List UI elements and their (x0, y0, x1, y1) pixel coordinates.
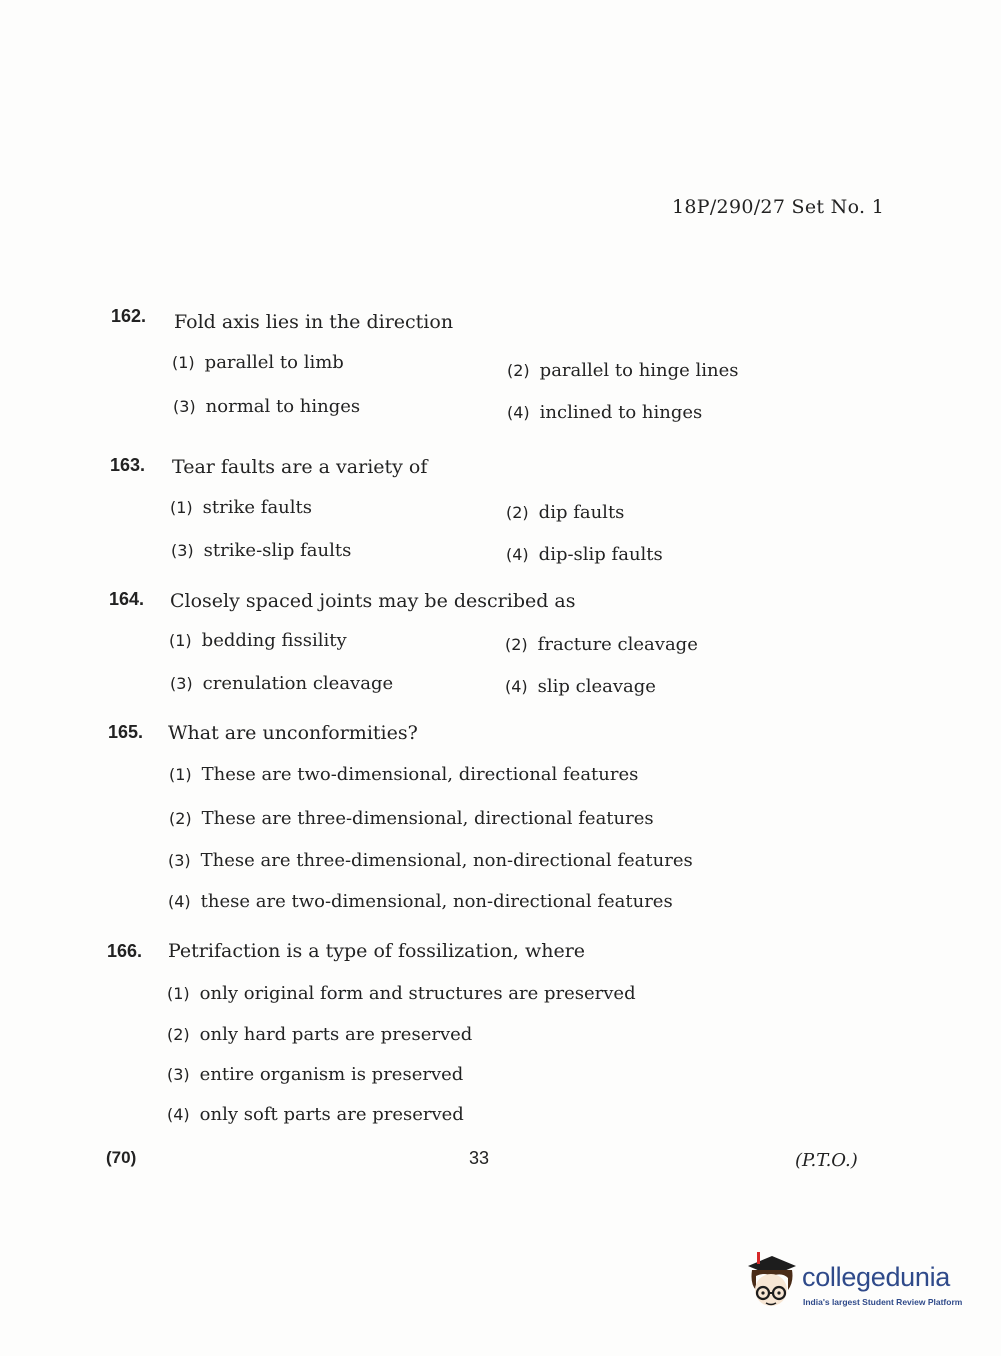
option-2 (505, 634, 698, 655)
option-number: (1) (167, 984, 190, 1003)
option-2 (167, 1024, 472, 1045)
page-number: 33 (469, 1148, 490, 1168)
option-number: (1) (170, 498, 193, 517)
option-4 (507, 402, 702, 423)
option-text: dip-slip faults (538, 544, 663, 565)
paper-code: (70) (106, 1148, 137, 1167)
option-text: strike-slip faults (203, 540, 352, 561)
set-number: 18P/290/27 Set No. 1 (672, 196, 885, 218)
option-3 (173, 396, 360, 417)
option-text: only soft parts are preserved (199, 1104, 464, 1125)
option-1 (167, 983, 636, 1004)
option-4 (506, 544, 663, 565)
student-mascot-icon (742, 1250, 800, 1312)
question-text: What are unconformities? (168, 722, 418, 744)
option-number: (3) (170, 674, 193, 693)
option-1 (170, 497, 312, 518)
option-3 (167, 1064, 463, 1085)
option-2 (506, 502, 624, 523)
option-text: normal to hinges (205, 396, 361, 417)
option-4 (505, 676, 656, 697)
option-2 (507, 360, 739, 381)
option-4 (167, 1104, 464, 1125)
please-turn-over: (P.T.O.) (795, 1150, 858, 1171)
option-number: (4) (167, 1105, 190, 1124)
question-number: 164. (109, 589, 145, 609)
question-text: Fold axis lies in the direction (174, 311, 454, 333)
option-number: (1) (172, 353, 195, 372)
option-text: dip faults (538, 502, 625, 523)
option-1 (172, 352, 344, 373)
question-text: Closely spaced joints may be described as (170, 590, 576, 612)
option-2 (169, 808, 654, 829)
option-number: (4) (505, 677, 528, 696)
option-text: entire organism is preserved (199, 1064, 464, 1085)
option-text: These are three-dimensional, non-directional features (200, 850, 693, 871)
option-number: (3) (173, 397, 196, 416)
option-text: fracture cleavage (537, 634, 698, 655)
option-number: (4) (506, 545, 529, 564)
option-3 (171, 540, 351, 561)
collegedunia-watermark (742, 1250, 972, 1320)
option-text: crenulation cleavage (202, 673, 394, 694)
question-text: Tear faults are a variety of (172, 456, 428, 478)
watermark-name: collegedunia (802, 1262, 951, 1292)
question-number: 163. (110, 455, 146, 475)
option-text: strike faults (202, 497, 312, 518)
option-number: (4) (507, 403, 530, 422)
option-number: (1) (169, 765, 192, 784)
option-3 (170, 673, 393, 694)
option-text: slip cleavage (537, 676, 656, 697)
option-number: (3) (167, 1065, 190, 1084)
option-3 (168, 850, 693, 871)
question-number: 162. (111, 306, 147, 326)
option-text: parallel to hinge lines (539, 360, 739, 381)
option-number: (2) (507, 361, 530, 380)
question-text: Petrifaction is a type of fossilization, where (168, 940, 586, 962)
question-number: 166. (107, 941, 143, 961)
option-number: (1) (169, 631, 192, 650)
option-text: these are two-dimensional, non-directional features (200, 891, 673, 912)
option-number: (3) (168, 851, 191, 870)
option-4 (168, 891, 673, 912)
option-text: These are two-dimensional, directional features (201, 764, 639, 785)
option-1 (169, 630, 347, 651)
option-text: parallel to limb (204, 352, 344, 373)
option-number: (4) (168, 892, 191, 911)
option-number: (2) (169, 809, 192, 828)
option-text: bedding fissility (201, 630, 347, 651)
watermark-tagline: India's largest Student Review Platform (803, 1297, 963, 1307)
question-number: 165. (108, 722, 144, 742)
option-text: These are three-dimensional, directional features (201, 808, 654, 829)
option-text: only hard parts are preserved (199, 1024, 473, 1045)
option-number: (2) (167, 1025, 190, 1044)
option-number: (2) (505, 635, 528, 654)
option-text: only original form and structures are preserved (199, 983, 636, 1004)
option-number: (2) (506, 503, 529, 522)
option-number: (3) (171, 541, 194, 560)
option-text: inclined to hinges (539, 402, 703, 423)
option-1 (169, 764, 638, 785)
